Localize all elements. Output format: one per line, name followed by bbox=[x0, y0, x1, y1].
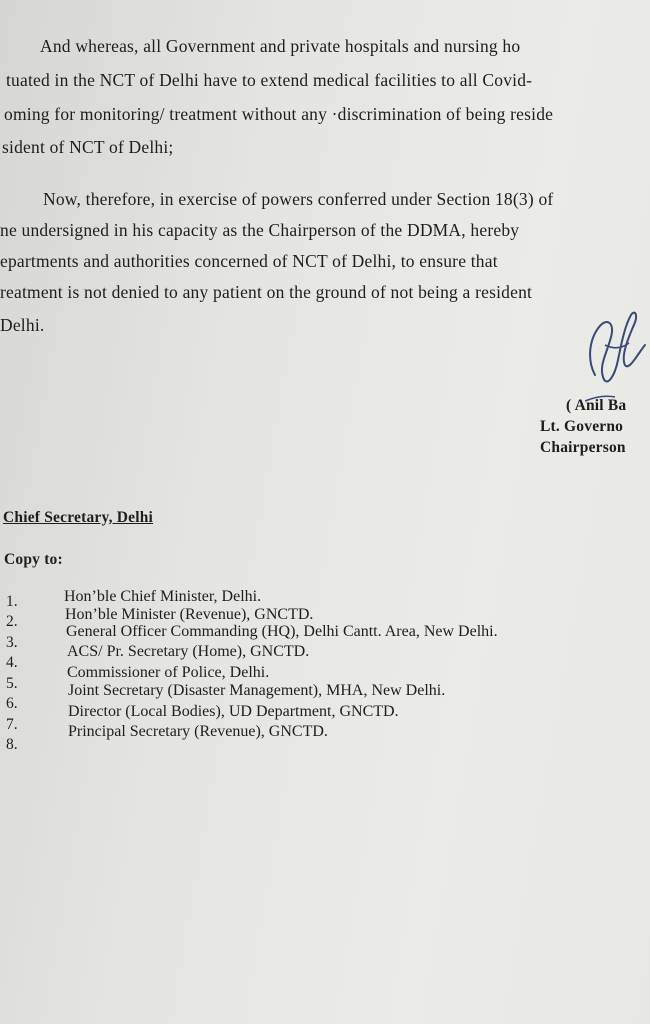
list-item-text: Hon’ble Minister (Revenue), GNCTD. bbox=[65, 606, 314, 623]
signatory-title-1: Lt. Governo bbox=[540, 418, 624, 435]
list-item-number: 5. bbox=[6, 675, 18, 692]
paragraph-2-line-1: Now, therefore, in exercise of powers conferred under Section 18(3) of bbox=[43, 189, 554, 209]
list-item-number: 1. bbox=[6, 593, 18, 610]
paragraph-2-line-3: epartments and authorities concerned of NCT of Delhi, to ensure that bbox=[0, 251, 498, 271]
list-item-number: 4. bbox=[6, 654, 18, 671]
signatory-title-2: Chairperson bbox=[540, 439, 626, 456]
copy-to-heading: Copy to: bbox=[4, 551, 63, 568]
paragraph-1-line-2: tuated in the NCT of Delhi have to extend medical facilities to all Covid- bbox=[6, 70, 533, 90]
paragraph-1-line-3: oming for monitoring/ treatment without any ·discrimination of being reside bbox=[4, 104, 554, 124]
list-item-number: 8. bbox=[6, 736, 18, 753]
list-item-text: Commissioner of Police, Delhi. bbox=[67, 664, 270, 681]
list-item-text: General Officer Commanding (HQ), Delhi Cantt. Area, New Delhi. bbox=[66, 623, 498, 640]
list-item-number: 7. bbox=[6, 716, 18, 733]
signature-image bbox=[585, 305, 650, 410]
signatory-name: ( Anil Ba bbox=[566, 397, 627, 414]
list-item-number: 3. bbox=[6, 634, 18, 651]
list-item-text: Director (Local Bodies), UD Department, GNCTD. bbox=[68, 703, 399, 720]
paragraph-1-line-4: sident of NCT of Delhi; bbox=[2, 137, 174, 157]
paragraph-2-line-4: reatment is not denied to any patient on the ground of not being a resident bbox=[0, 282, 533, 302]
paragraph-1-line-1: And whereas, all Government and private hospitals and nursing ho bbox=[40, 36, 521, 56]
list-item-text: Principal Secretary (Revenue), GNCTD. bbox=[68, 723, 328, 740]
list-item-text: Hon’ble Chief Minister, Delhi. bbox=[64, 588, 262, 605]
list-item-number: 2. bbox=[6, 613, 18, 630]
list-item-text: Joint Secretary (Disaster Management), MHA, New Delhi. bbox=[68, 682, 446, 699]
paragraph-2-line-5: Delhi. bbox=[0, 315, 45, 335]
recipient: Chief Secretary, Delhi bbox=[3, 509, 154, 526]
list-item-text: ACS/ Pr. Secretary (Home), GNCTD. bbox=[67, 643, 310, 660]
paragraph-2-line-2: ne undersigned in his capacity as the Chairperson of the DDMA, hereby bbox=[0, 220, 520, 240]
list-item-number: 6. bbox=[6, 695, 18, 712]
